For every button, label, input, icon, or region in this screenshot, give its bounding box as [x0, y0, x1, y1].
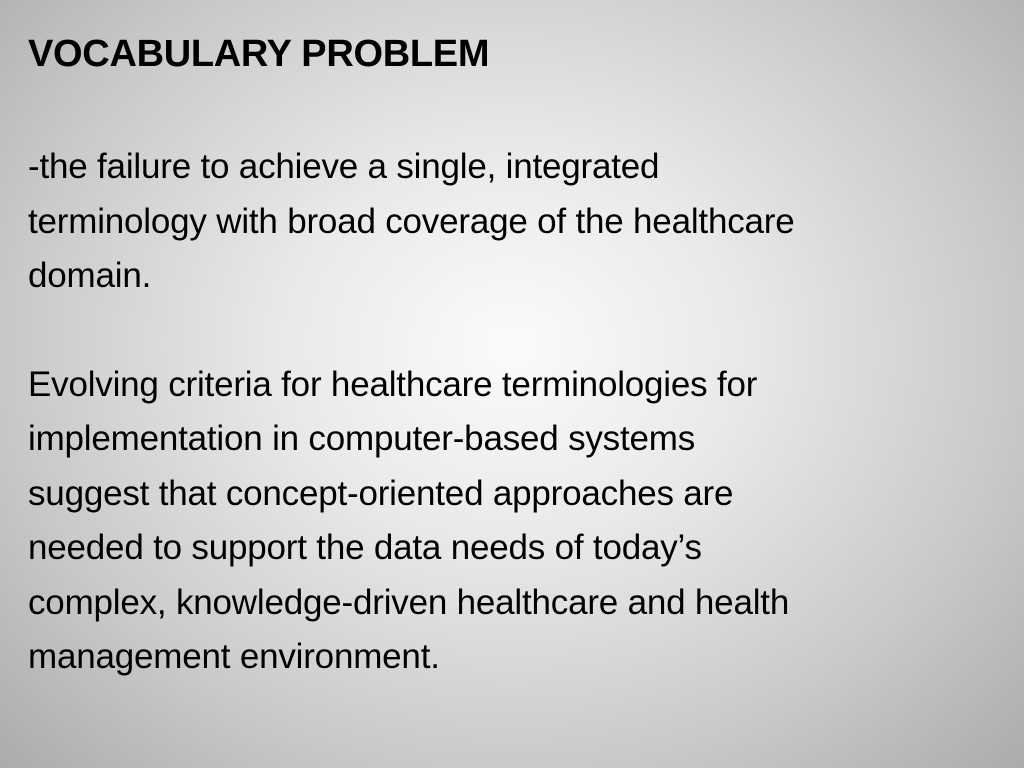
- text-line: needed to support the data needs of today’s: [28, 528, 702, 567]
- criteria-paragraph: [28, 358, 988, 685]
- text-line: Evolving criteria for healthcare terminologies for: [28, 364, 758, 404]
- text-line: -the failure to achieve a single, integrated: [28, 147, 660, 186]
- text-line: suggest that concept-oriented approaches are: [28, 473, 734, 513]
- definition-paragraph: [28, 140, 988, 304]
- text-line: implementation in computer-based systems: [28, 419, 696, 458]
- text-line: terminology with broad coverage of the healthcare: [28, 201, 795, 241]
- text-line: complex, knowledge-driven healthcare and health: [28, 582, 790, 622]
- slide-title: VOCABULARY PROBLEM: [28, 33, 490, 75]
- text-line: management environment.: [28, 637, 440, 676]
- slide-body: [28, 140, 988, 685]
- text-line: domain.: [28, 256, 152, 295]
